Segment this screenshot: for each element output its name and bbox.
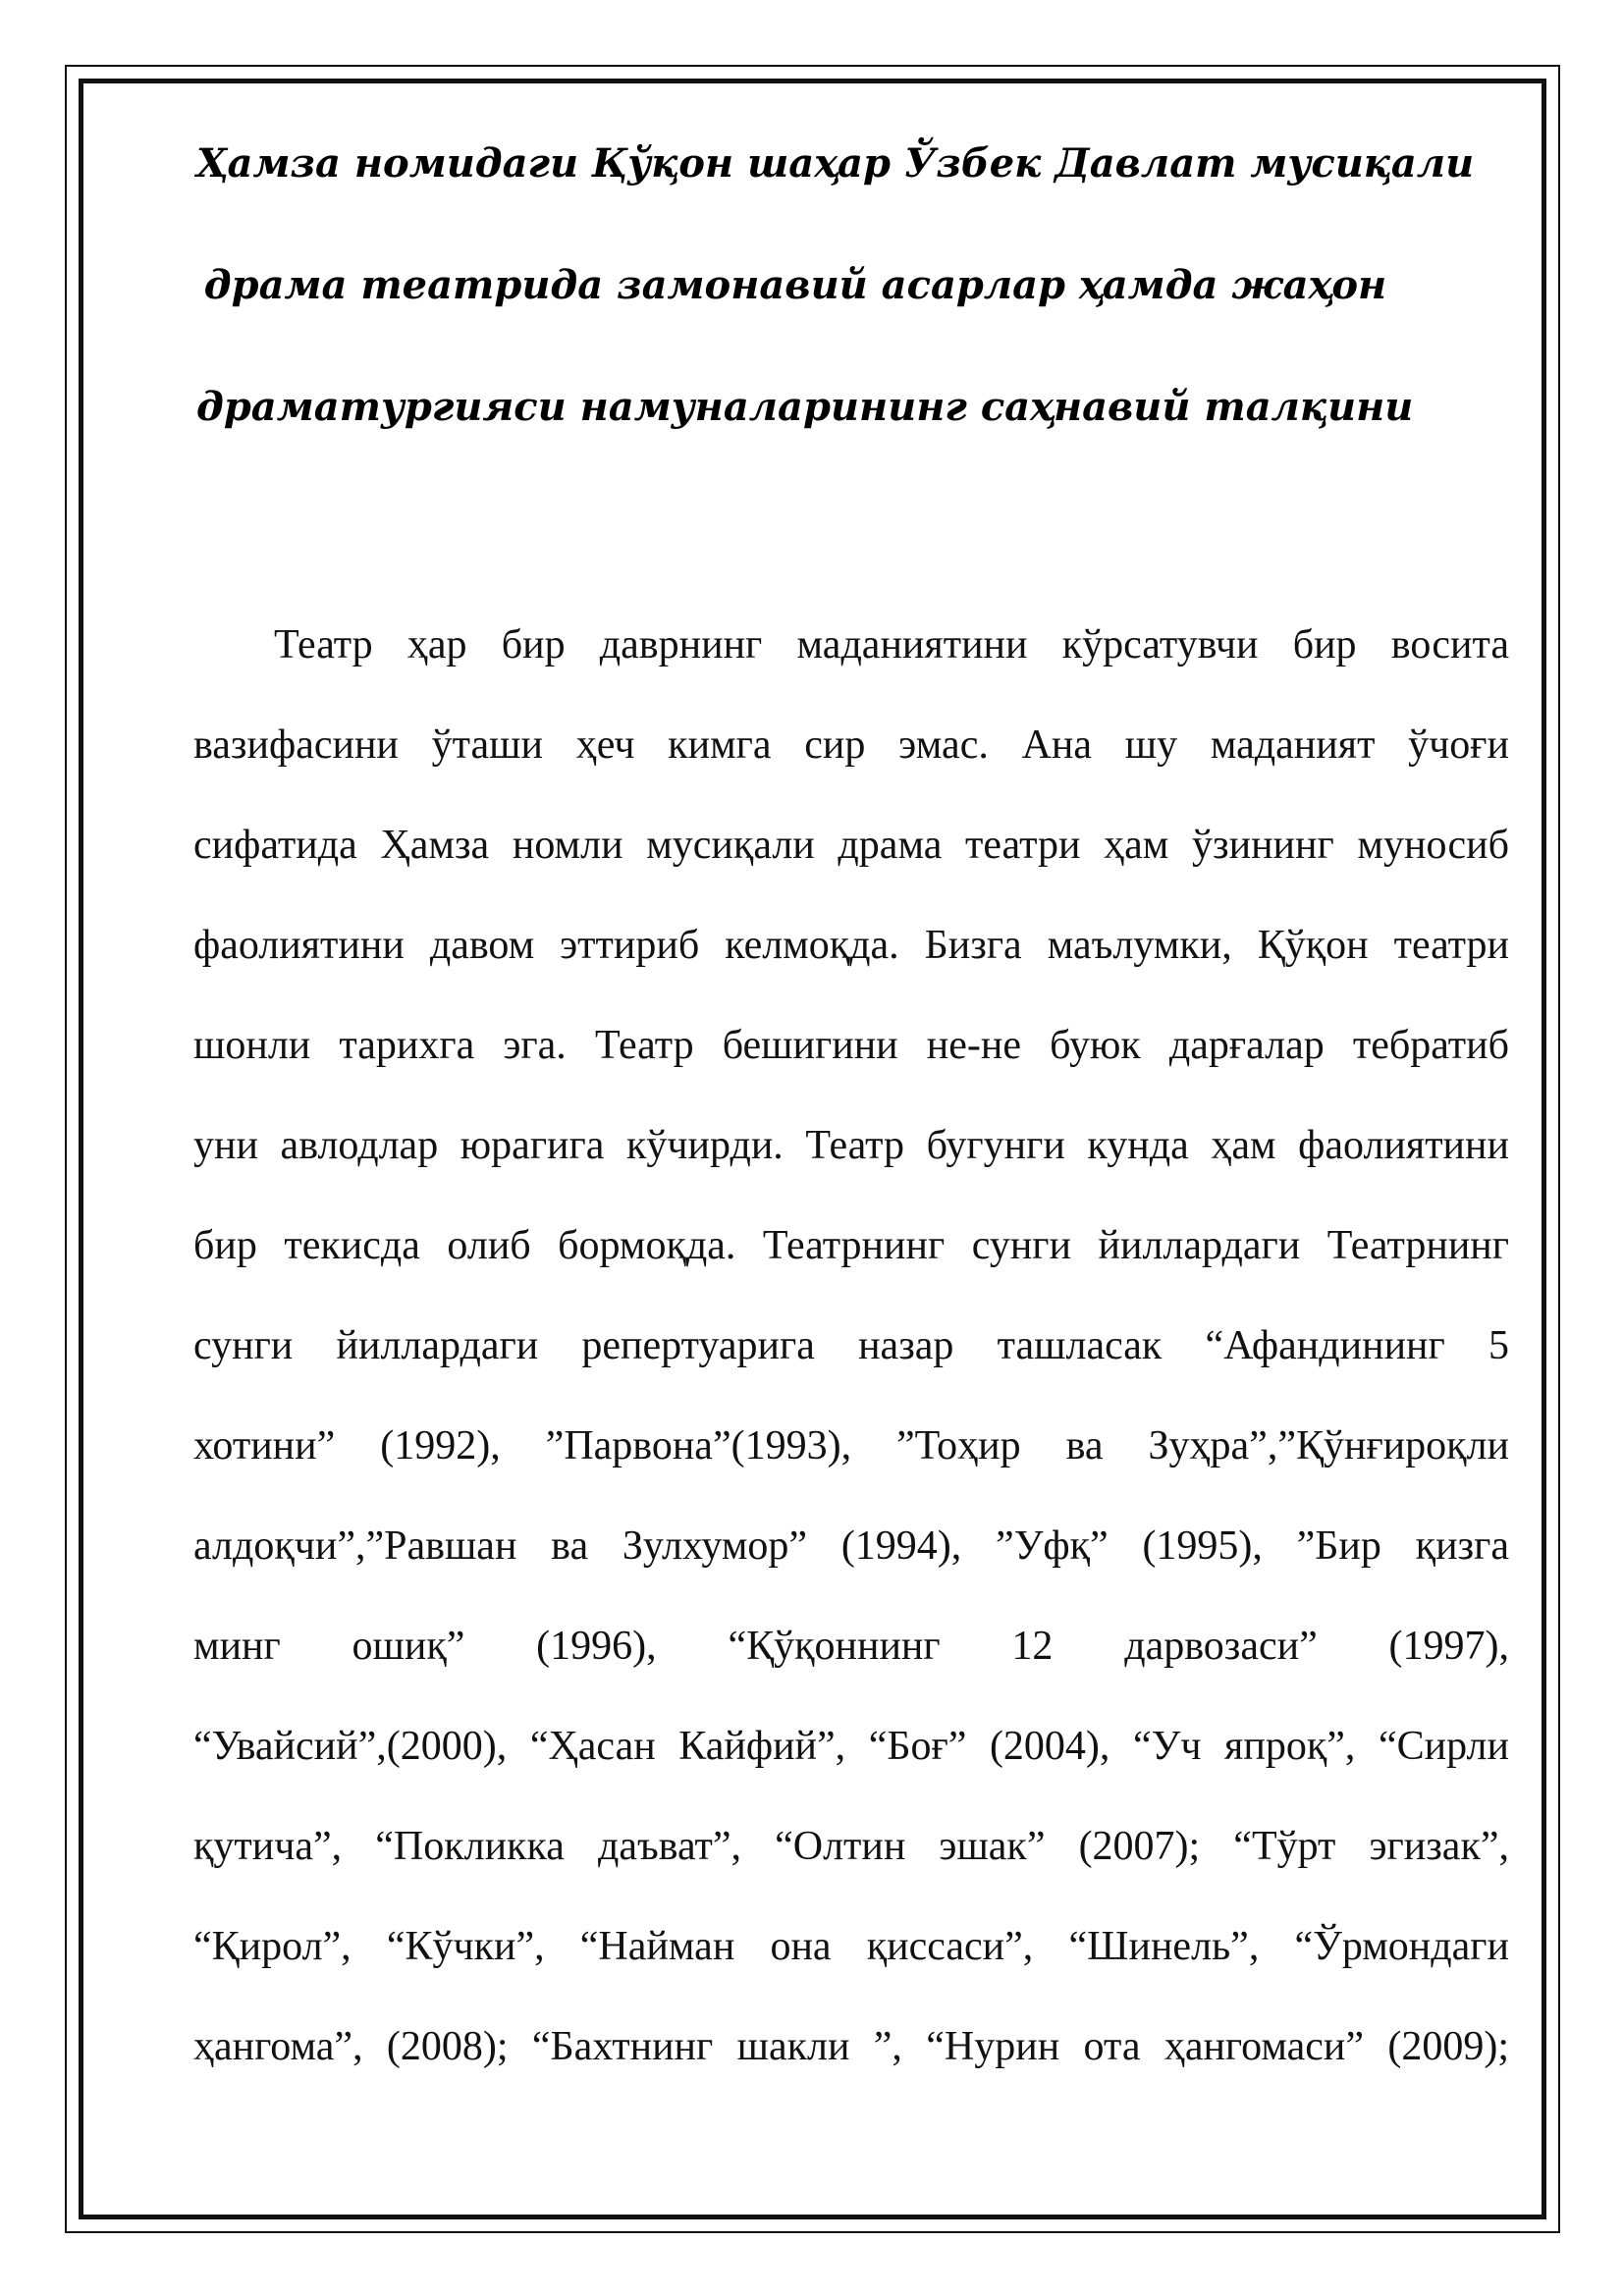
paragraph-line: “Қирол”, “Кўчки”, “Найман она қиссаси”, “Шинель”, “Ўрмондаги <box>193 1924 1509 1969</box>
paragraph-line: алдоқчи”,”Равшан ва Зулхумор” (1994), ”Уфқ” (1995), ”Бир қизга <box>193 1523 1509 1569</box>
document-title <box>196 103 1475 468</box>
paragraph-line: минг ошиқ” (1996), “Қўқоннинг 12 дарвозаси” (1997), <box>193 1624 1509 1669</box>
paragraph-line: сифатида Ҳамза номли мусиқали драма театри ҳам ўзининг муносиб <box>193 823 1509 868</box>
paragraph-line: хотини” (1992), ”Парвона”(1993), ”Тоҳир ва Зуҳра”,”Қўнғироқли <box>193 1423 1509 1468</box>
paragraph-line: фаолиятини давом эттириб келмоқда. Бизга маълумки, Қўқон театри <box>193 923 1509 968</box>
paragraph-line: Театр ҳар бир даврнинг маданиятини кўрсатувчи бир восита <box>274 622 1509 667</box>
title-line: Ҳамза номидаги Қўқон шаҳар Ўзбек Давлат мусиқали <box>196 140 1475 187</box>
paragraph-line: шонли тарихга эга. Театр бешигини не-не буюк дарғалар тебратиб <box>193 1023 1509 1068</box>
paragraph-line: сунги йиллардаги репертуарига назар ташласак “Афандининг 5 <box>193 1323 1509 1368</box>
paragraph-line: вазифасини ўташи ҳеч кимга сир эмас. Ана шу маданият ўчоғи <box>193 722 1509 768</box>
title-line: драма театрида замонавий асарлар ҳамда жаҳон <box>203 262 1387 308</box>
paragraph-line: бир текисда олиб бормоқда. Театрнинг сунги йиллардаги Театрнинг <box>193 1223 1509 1268</box>
paragraph-line: “Увайсий”,(2000), “Ҳасан Кайфий”, “Боғ” (2004), “Уч япроқ”, “Сирли <box>193 1724 1509 1769</box>
paragraph-line: ҳангома”, (2008); “Бахтнинг шакли ”, “Нурин ота ҳангомаси” (2009); <box>193 2024 1509 2069</box>
title-line: драматургияси намуналарининг саҳнавий талқини <box>196 384 1414 430</box>
paragraph-line: уни авлодлар юрагига кўчирди. Театр бугунги кунда ҳам фаолиятини <box>193 1123 1509 1168</box>
body-paragraph <box>193 595 1509 2097</box>
paragraph-line: қутича”, “Покликка даъват”, “Олтин эшак” (2007); “Тўрт эгизак”, <box>193 1824 1509 1869</box>
